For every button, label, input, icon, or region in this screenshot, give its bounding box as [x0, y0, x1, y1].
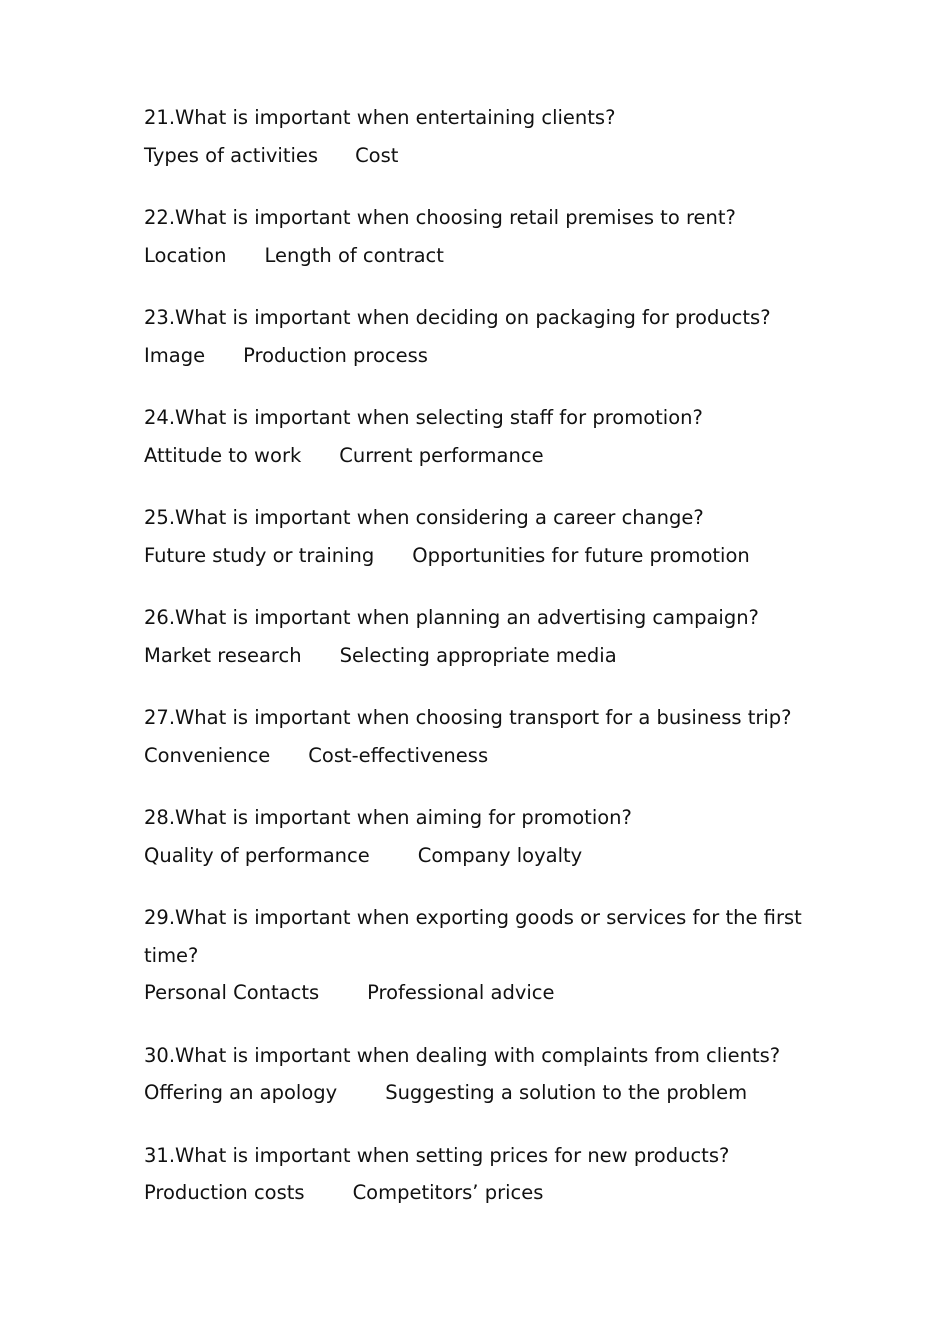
question-number: 21. — [144, 106, 176, 129]
option-b: Selecting appropriate media — [339, 643, 617, 667]
question-number: 26. — [144, 606, 176, 629]
question-31 — [144, 1137, 814, 1212]
option-b: Company loyalty — [417, 843, 583, 867]
question-number: 25. — [144, 506, 176, 529]
answer-options — [144, 737, 814, 775]
question-text — [144, 1137, 814, 1175]
question-number: 23. — [144, 306, 176, 329]
question-text — [144, 499, 814, 537]
question-prompt: What is important when selecting staff for promotion? — [175, 406, 703, 429]
question-28 — [144, 799, 814, 874]
answer-options — [144, 637, 814, 675]
option-a: Future study or training — [144, 543, 375, 567]
question-number: 22. — [144, 206, 176, 229]
option-b: Current performance — [339, 443, 544, 467]
question-text — [144, 599, 814, 637]
question-number: 28. — [144, 806, 176, 829]
question-26 — [144, 599, 814, 674]
option-b: Cost — [355, 143, 399, 167]
question-text — [144, 399, 814, 437]
question-22 — [144, 199, 814, 274]
question-text — [144, 899, 814, 974]
question-prompt: What is important when aiming for promotion? — [175, 806, 632, 829]
question-21 — [144, 99, 814, 174]
answer-options — [144, 437, 814, 475]
answer-options — [144, 837, 814, 875]
question-text — [144, 99, 814, 137]
option-b: Cost-effectiveness — [308, 743, 489, 767]
question-number: 24. — [144, 406, 176, 429]
question-text — [144, 1037, 814, 1075]
option-a: Types of activities — [144, 143, 319, 167]
option-b: Professional advice — [367, 981, 555, 1004]
answer-options — [144, 974, 814, 1012]
question-prompt: What is important when exporting goods or services for the first time? — [144, 906, 802, 967]
question-text — [144, 699, 814, 737]
question-prompt: What is important when dealing with complaints from clients? — [175, 1043, 781, 1067]
option-b: Suggesting a solution to the problem — [385, 1081, 748, 1104]
option-a: Convenience — [144, 743, 271, 767]
option-a: Market research — [144, 643, 302, 667]
option-a: Quality of performance — [144, 843, 370, 867]
question-27 — [144, 699, 814, 774]
question-prompt: What is important when entertaining clients? — [175, 106, 616, 129]
question-number: 29. — [144, 906, 176, 929]
answer-options — [144, 1074, 814, 1112]
question-number: 31. — [144, 1143, 176, 1167]
answer-options — [144, 1174, 814, 1212]
question-prompt: What is important when deciding on packaging for products? — [175, 306, 771, 329]
option-a: Attitude to work — [144, 443, 302, 467]
option-b: Production process — [243, 343, 428, 367]
answer-options — [144, 537, 814, 575]
question-prompt: What is important when choosing retail premises to rent? — [175, 206, 736, 229]
question-text — [144, 799, 814, 837]
question-number: 27. — [144, 706, 176, 729]
question-prompt: What is important when setting prices for new products? — [175, 1143, 730, 1167]
document-page — [144, 99, 814, 1237]
question-prompt: What is important when planning an advertising campaign? — [175, 606, 759, 629]
option-a: Location — [144, 243, 227, 267]
answer-options — [144, 237, 814, 275]
question-23 — [144, 299, 814, 374]
question-29 — [144, 899, 814, 1012]
question-number: 30. — [144, 1043, 176, 1067]
question-30 — [144, 1037, 814, 1112]
option-b: Competitors’ prices — [352, 1181, 544, 1204]
option-a: Personal Contacts — [144, 981, 320, 1004]
question-prompt: What is important when choosing transport for a business trip? — [175, 706, 792, 729]
option-b: Length of contract — [264, 243, 444, 267]
answer-options — [144, 337, 814, 375]
question-25 — [144, 499, 814, 574]
question-24 — [144, 399, 814, 474]
question-text — [144, 199, 814, 237]
option-a: Production costs — [144, 1181, 305, 1204]
option-a: Image — [144, 343, 206, 367]
question-prompt: What is important when considering a career change? — [175, 506, 704, 529]
option-b: Opportunities for future promotion — [412, 543, 750, 567]
question-text — [144, 299, 814, 337]
answer-options — [144, 137, 814, 175]
option-a: Offering an apology — [144, 1081, 338, 1104]
